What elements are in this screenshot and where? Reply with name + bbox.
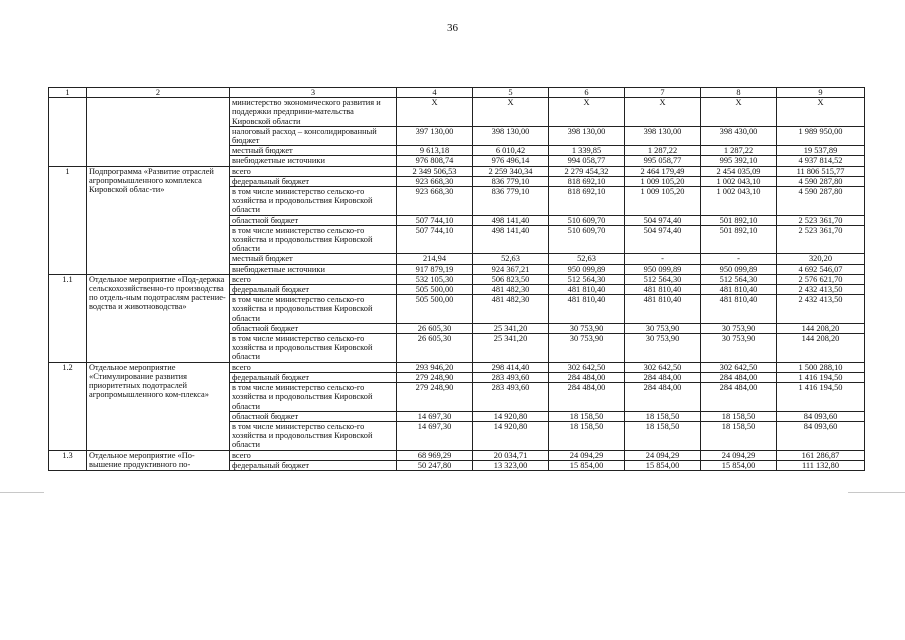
scan-artifact-line: [848, 492, 905, 493]
amount-cell: 923 668,30: [397, 176, 473, 186]
amount-cell: 284 484,00: [625, 383, 701, 412]
amount-cell: 111 132,80: [777, 460, 865, 470]
amount-cell: 950 099,89: [701, 264, 777, 274]
column-header-2: 2: [87, 88, 230, 98]
amount-cell: 25 341,20: [473, 323, 549, 333]
amount-cell: 9 613,18: [397, 146, 473, 156]
funding-source: налоговый расход – консолидированный бюджет: [230, 126, 397, 145]
amount-cell: 24 094,29: [701, 450, 777, 460]
amount-cell: 532 105,30: [397, 274, 473, 284]
program-name: Отдельное мероприятие «Стимулирование развития приоритетных подотраслей агропромышленного ком-плекса»: [87, 362, 230, 450]
column-header-9: 9: [777, 88, 865, 98]
amount-cell: 512 564,30: [701, 274, 777, 284]
amount-cell: 24 094,29: [625, 450, 701, 460]
amount-cell: 84 093,60: [777, 421, 865, 450]
amount-cell: 397 130,00: [397, 126, 473, 145]
amount-cell: 510 609,70: [549, 225, 625, 254]
amount-cell: 995 058,77: [625, 156, 701, 166]
amount-cell: 15 854,00: [701, 460, 777, 470]
amount-cell: 284 484,00: [701, 372, 777, 382]
row-index: 1.1: [49, 274, 87, 362]
amount-cell: 481 810,40: [625, 285, 701, 295]
amount-cell: 18 158,50: [701, 421, 777, 450]
amount-cell: 818 692,10: [549, 176, 625, 186]
amount-cell: 505 500,00: [397, 285, 473, 295]
amount-cell: 284 484,00: [549, 372, 625, 382]
amount-cell: 976 496,14: [473, 156, 549, 166]
page-number: 36: [447, 22, 458, 34]
amount-cell: 1 009 105,20: [625, 176, 701, 186]
amount-cell: 1 339,85: [549, 146, 625, 156]
amount-cell: 481 810,40: [701, 285, 777, 295]
amount-cell: 950 099,89: [549, 264, 625, 274]
amount-cell: 481 482,30: [473, 295, 549, 324]
amount-cell: 1 287,22: [701, 146, 777, 156]
funding-source: в том числе министерство сельско-го хозяйства и продовольствия Кировской области: [230, 383, 397, 412]
amount-cell: 161 286,87: [777, 450, 865, 460]
funding-source: местный бюджет: [230, 146, 397, 156]
funding-source: федеральный бюджет: [230, 176, 397, 186]
amount-cell: 14 697,30: [397, 421, 473, 450]
funding-source: местный бюджет: [230, 254, 397, 264]
amount-cell: 836 779,10: [473, 176, 549, 186]
amount-cell: 284 484,00: [701, 383, 777, 412]
amount-cell: 50 247,80: [397, 460, 473, 470]
amount-cell: 501 892,10: [701, 225, 777, 254]
amount-cell: 30 753,90: [701, 334, 777, 363]
amount-cell: 30 753,90: [549, 334, 625, 363]
program-name: Подпрограмма «Развитие отраслей агропромышленного комплекса Кировской облас-ти»: [87, 166, 230, 274]
amount-cell: 68 969,29: [397, 450, 473, 460]
amount-cell: 507 744,10: [397, 225, 473, 254]
table-header-row: [49, 88, 865, 98]
row-index: 1.2: [49, 362, 87, 450]
amount-cell: 506 823,50: [473, 274, 549, 284]
amount-cell: 1 002 043,10: [701, 176, 777, 186]
amount-cell: 505 500,00: [397, 295, 473, 324]
funding-source: в том числе министерство сельско-го хозяйства и продовольствия Кировской области: [230, 295, 397, 324]
amount-cell: 1 009 105,20: [625, 187, 701, 216]
funding-source: всего: [230, 362, 397, 372]
table-row: [49, 362, 865, 372]
amount-cell: 25 341,20: [473, 334, 549, 363]
column-header-4: 4: [397, 88, 473, 98]
funding-source: в том числе министерство сельско-го хозяйства и продовольствия Кировской области: [230, 421, 397, 450]
amount-cell: 293 946,20: [397, 362, 473, 372]
amount-cell: 976 808,74: [397, 156, 473, 166]
amount-cell: -: [701, 254, 777, 264]
amount-cell: 4 590 287,80: [777, 176, 865, 186]
funding-source: областной бюджет: [230, 323, 397, 333]
amount-cell: 994 058,77: [549, 156, 625, 166]
amount-cell: 2 523 361,70: [777, 215, 865, 225]
amount-cell: 512 564,30: [549, 274, 625, 284]
amount-cell: 214,94: [397, 254, 473, 264]
funding-source: областной бюджет: [230, 215, 397, 225]
amount-cell: 14 920,80: [473, 411, 549, 421]
table-row: [49, 98, 865, 127]
amount-cell: 481 810,40: [701, 295, 777, 324]
amount-cell: 1 416 194,50: [777, 383, 865, 412]
amount-cell: 19 537,89: [777, 146, 865, 156]
funding-source: федеральный бюджет: [230, 460, 397, 470]
amount-cell: 14 697,30: [397, 411, 473, 421]
amount-cell: 398 130,00: [473, 126, 549, 145]
amount-cell: 398 130,00: [549, 126, 625, 145]
amount-cell: 950 099,89: [625, 264, 701, 274]
table-row: [49, 166, 865, 176]
funding-source: внебюджетные источники: [230, 156, 397, 166]
column-header-8: 8: [701, 88, 777, 98]
amount-cell: 298 414,40: [473, 362, 549, 372]
amount-cell: 30 753,90: [549, 323, 625, 333]
amount-cell: 144 208,20: [777, 323, 865, 333]
amount-cell: 398 130,00: [625, 126, 701, 145]
amount-cell: 52,63: [549, 254, 625, 264]
program-name: Отдельное мероприятие «Под-держка сельскохозяйственно-го производства по отдель-ным подотраслям растение-водства и животноводства»: [87, 274, 230, 362]
amount-cell: 1 416 194,50: [777, 372, 865, 382]
amount-cell: 836 779,10: [473, 187, 549, 216]
amount-cell: 510 609,70: [549, 215, 625, 225]
amount-cell: 279 248,90: [397, 372, 473, 382]
amount-cell: 283 493,60: [473, 383, 549, 412]
amount-cell: 917 879,19: [397, 264, 473, 274]
amount-cell: 481 810,40: [549, 295, 625, 324]
amount-cell: 26 605,30: [397, 323, 473, 333]
amount-cell: 507 744,10: [397, 215, 473, 225]
row-index: 1.3: [49, 450, 87, 470]
amount-cell: 498 141,40: [473, 225, 549, 254]
amount-cell: Х: [701, 98, 777, 127]
amount-cell: 923 668,30: [397, 187, 473, 216]
amount-cell: 2 432 413,50: [777, 285, 865, 295]
amount-cell: 2 279 454,32: [549, 166, 625, 176]
amount-cell: Х: [397, 98, 473, 127]
amount-cell: 52,63: [473, 254, 549, 264]
amount-cell: 11 806 515,77: [777, 166, 865, 176]
program-name: Отдельное мероприятие «По-вышение продуктивного по-: [87, 450, 230, 470]
amount-cell: Х: [549, 98, 625, 127]
amount-cell: 1 002 043,10: [701, 187, 777, 216]
amount-cell: 481 810,40: [549, 285, 625, 295]
amount-cell: 18 158,50: [549, 411, 625, 421]
amount-cell: Х: [777, 98, 865, 127]
amount-cell: 320,20: [777, 254, 865, 264]
amount-cell: 30 753,90: [625, 334, 701, 363]
amount-cell: 1 989 950,00: [777, 126, 865, 145]
amount-cell: 30 753,90: [701, 323, 777, 333]
column-header-5: 5: [473, 88, 549, 98]
amount-cell: 18 158,50: [701, 411, 777, 421]
budget-table: [48, 87, 865, 471]
amount-cell: 302 642,50: [625, 362, 701, 372]
amount-cell: 2 349 506,53: [397, 166, 473, 176]
amount-cell: 995 392,10: [701, 156, 777, 166]
amount-cell: 18 158,50: [625, 411, 701, 421]
amount-cell: 818 692,10: [549, 187, 625, 216]
amount-cell: 302 642,50: [701, 362, 777, 372]
amount-cell: 24 094,29: [549, 450, 625, 460]
amount-cell: Х: [625, 98, 701, 127]
funding-source: федеральный бюджет: [230, 372, 397, 382]
amount-cell: 924 367,21: [473, 264, 549, 274]
amount-cell: 504 974,40: [625, 225, 701, 254]
amount-cell: 284 484,00: [549, 383, 625, 412]
column-header-7: 7: [625, 88, 701, 98]
amount-cell: 302 642,50: [549, 362, 625, 372]
amount-cell: 2 259 340,34: [473, 166, 549, 176]
amount-cell: 498 141,40: [473, 215, 549, 225]
funding-source: в том числе министерство сельско-го хозяйства и продовольствия Кировской области: [230, 187, 397, 216]
amount-cell: 2 576 621,70: [777, 274, 865, 284]
amount-cell: 481 482,30: [473, 285, 549, 295]
amount-cell: 512 564,30: [625, 274, 701, 284]
column-header-6: 6: [549, 88, 625, 98]
amount-cell: -: [625, 254, 701, 264]
amount-cell: 4 692 546,07: [777, 264, 865, 274]
funding-source: министерство экономического развития и поддержки предприни-мательства Кировской области: [230, 98, 397, 127]
funding-source: областной бюджет: [230, 411, 397, 421]
amount-cell: 84 093,60: [777, 411, 865, 421]
amount-cell: 18 158,50: [549, 421, 625, 450]
row-index: 1: [49, 166, 87, 274]
funding-source: внебюджетные источники: [230, 264, 397, 274]
column-header-3: 3: [230, 88, 397, 98]
amount-cell: 15 854,00: [549, 460, 625, 470]
amount-cell: 283 493,60: [473, 372, 549, 382]
table-row: [49, 274, 865, 284]
amount-cell: 481 810,40: [625, 295, 701, 324]
amount-cell: 20 034,71: [473, 450, 549, 460]
funding-source: всего: [230, 274, 397, 284]
amount-cell: 26 605,30: [397, 334, 473, 363]
funding-source: в том числе министерство сельско-го хозяйства и продовольствия Кировской области: [230, 225, 397, 254]
amount-cell: 284 484,00: [625, 372, 701, 382]
amount-cell: 501 892,10: [701, 215, 777, 225]
amount-cell: 2 454 035,09: [701, 166, 777, 176]
table-row: [49, 450, 865, 460]
amount-cell: 4 937 814,52: [777, 156, 865, 166]
amount-cell: 30 753,90: [625, 323, 701, 333]
column-header-1: 1: [49, 88, 87, 98]
amount-cell: 398 430,00: [701, 126, 777, 145]
amount-cell: 144 208,20: [777, 334, 865, 363]
amount-cell: 2 523 361,70: [777, 225, 865, 254]
funding-source: в том числе министерство сельско-го хозяйства и продовольствия Кировской области: [230, 334, 397, 363]
amount-cell: 2 464 179,49: [625, 166, 701, 176]
amount-cell: 4 590 287,80: [777, 187, 865, 216]
scan-artifact-line: [0, 492, 44, 493]
amount-cell: 6 010,42: [473, 146, 549, 156]
amount-cell: Х: [473, 98, 549, 127]
funding-source: всего: [230, 166, 397, 176]
program-name: [87, 98, 230, 166]
amount-cell: 1 287,22: [625, 146, 701, 156]
amount-cell: 18 158,50: [625, 421, 701, 450]
amount-cell: 14 920,80: [473, 421, 549, 450]
amount-cell: 13 323,00: [473, 460, 549, 470]
amount-cell: 1 500 288,10: [777, 362, 865, 372]
row-index: [49, 98, 87, 166]
funding-source: федеральный бюджет: [230, 285, 397, 295]
funding-source: всего: [230, 450, 397, 460]
amount-cell: 2 432 413,50: [777, 295, 865, 324]
amount-cell: 15 854,00: [625, 460, 701, 470]
amount-cell: 279 248,90: [397, 383, 473, 412]
amount-cell: 504 974,40: [625, 215, 701, 225]
